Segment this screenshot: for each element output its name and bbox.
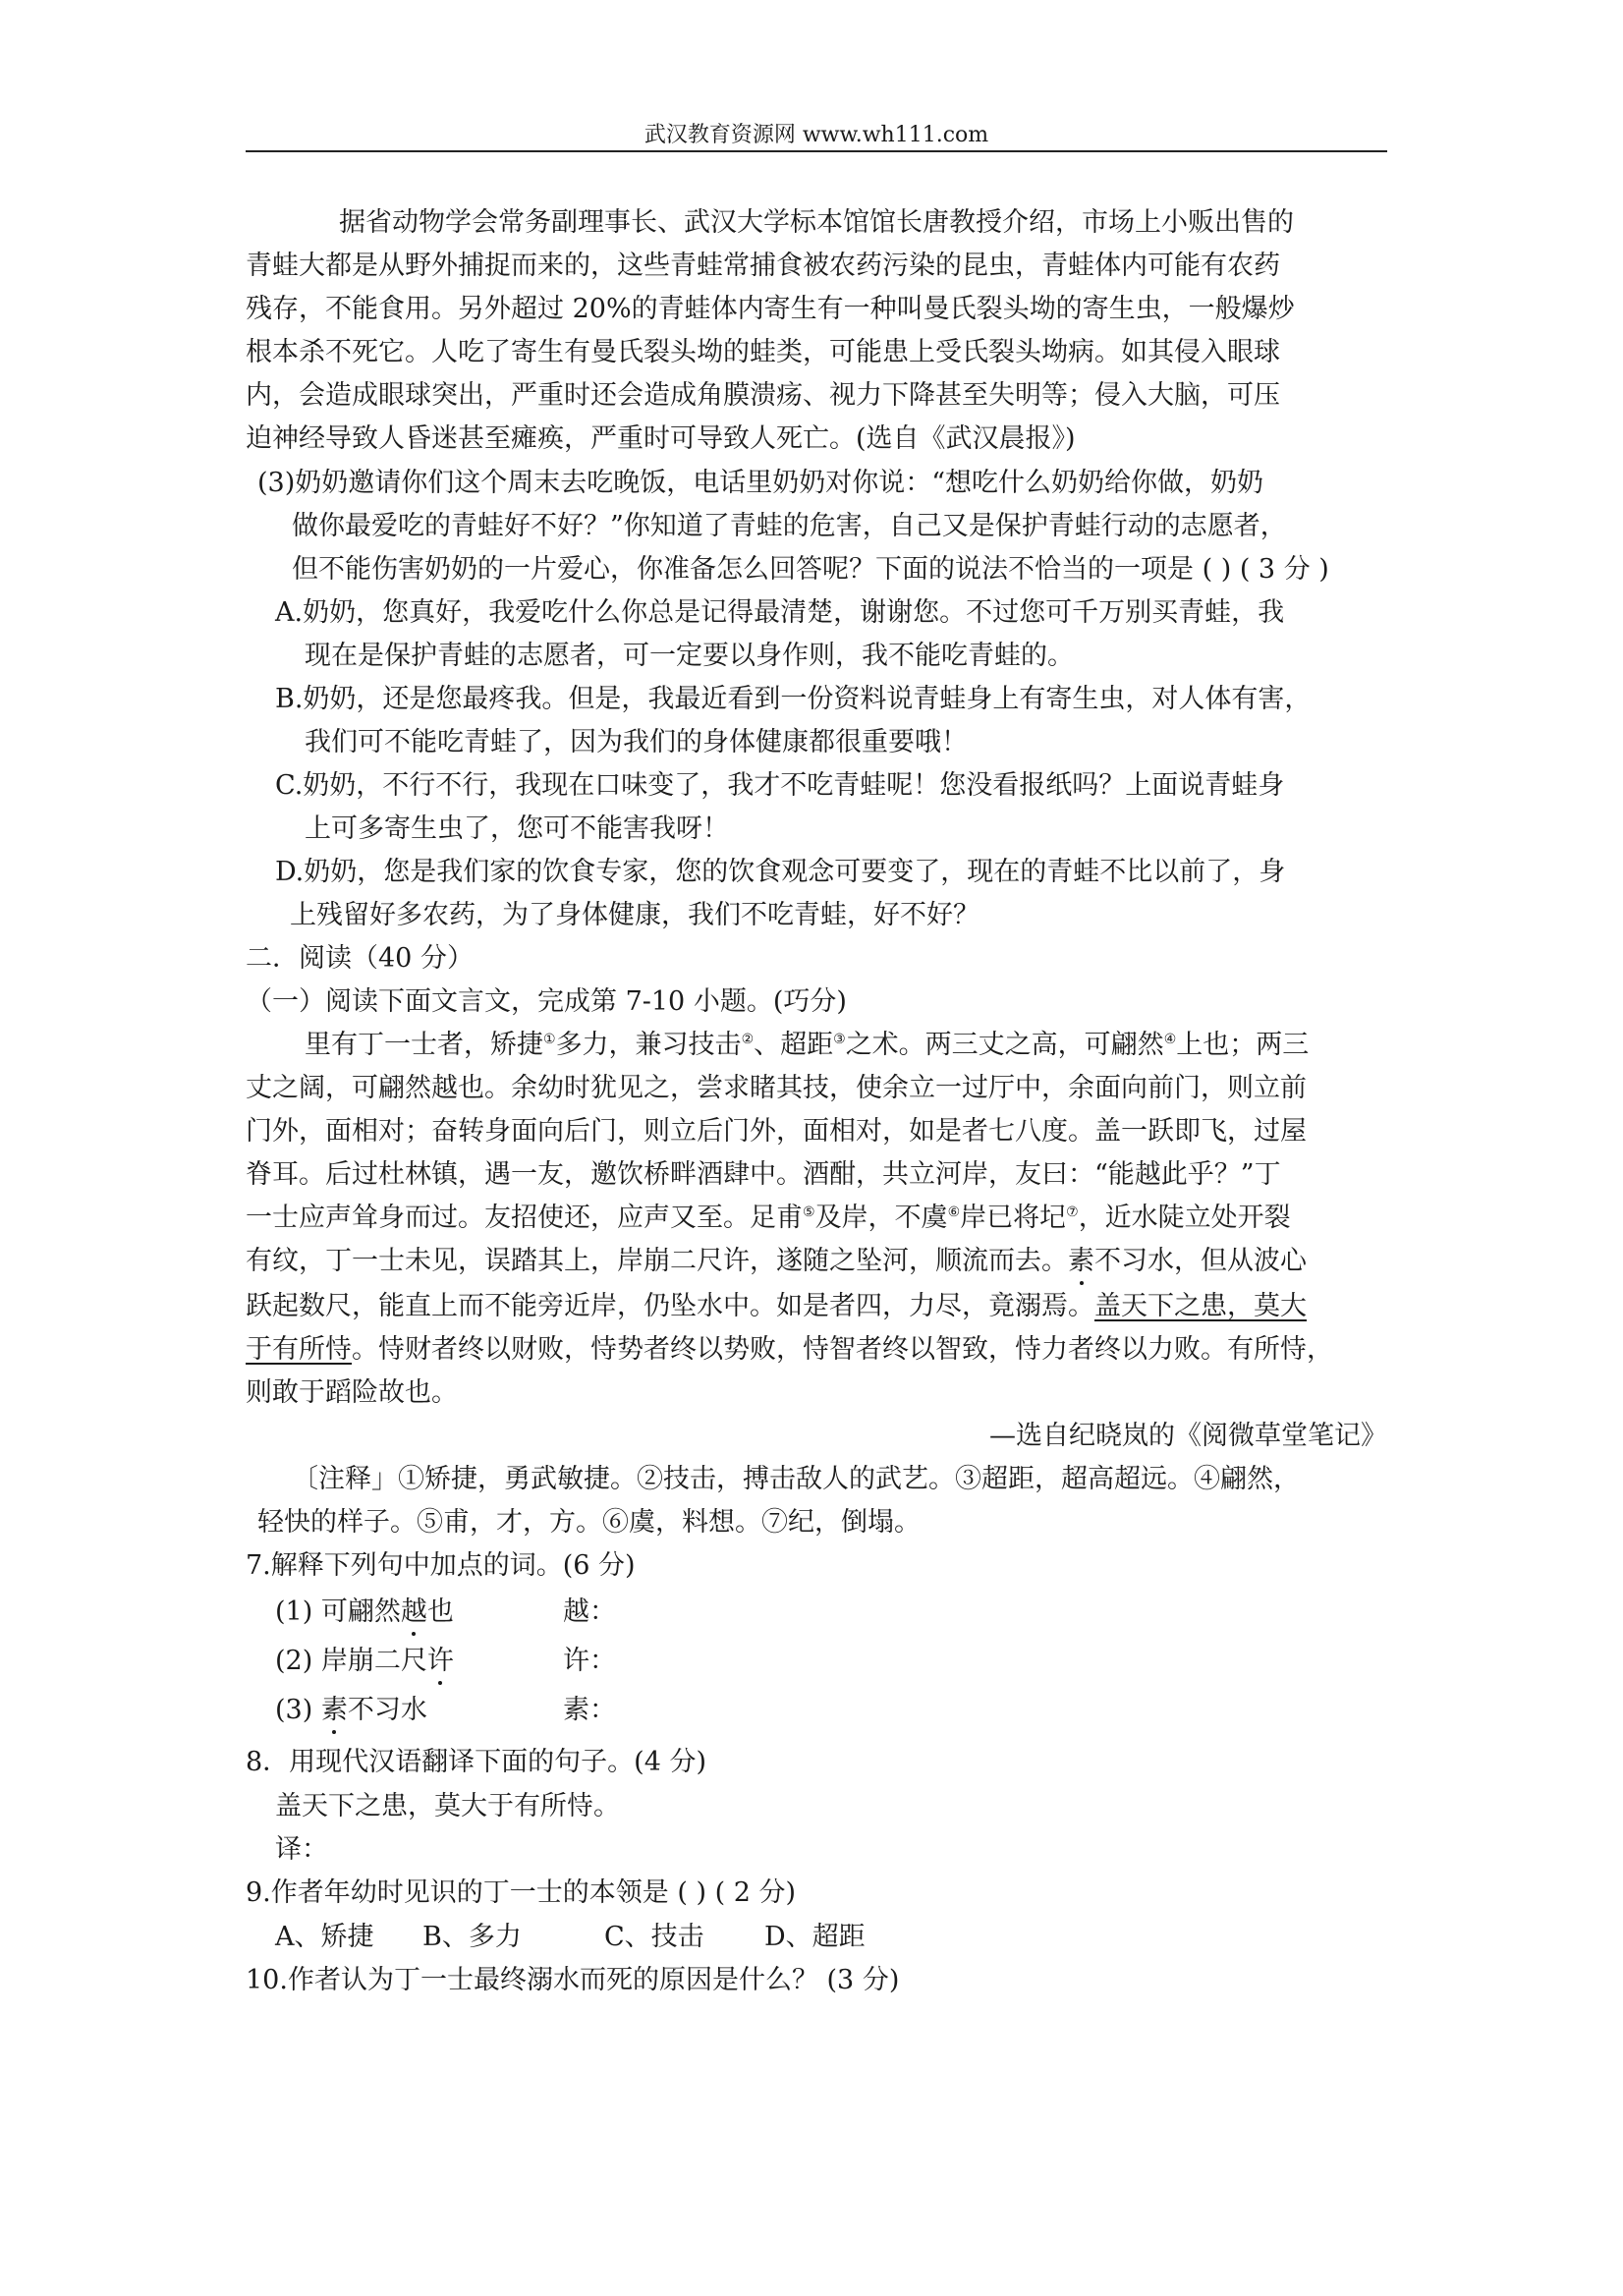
q3-option-a: A.奶奶，您真好，我爱吃什么你总是记得最清楚，谢谢您。不过您可千万别买青蛙，我 [275, 597, 1285, 628]
q3-option-c: C.奶奶，不行不行，我现在口味变了，我才不吃青蛙呢！您没看报纸吗？上面说青蛙身 [275, 770, 1285, 801]
q7-answer-label: 许： [563, 1646, 616, 1676]
footnote-ref: ⑥ [947, 1204, 961, 1220]
q7-answer-label: 素： [563, 1695, 616, 1725]
q3-stem-line: 但不能伤害奶奶的一片爱心，你准备怎么回答呢？下面的说法不恰当的一项是 ( ) ( 3 分 ) [292, 554, 1329, 585]
q3-option-b-cont: 我们可不能吃青蛙了，因为我们的身体健康都很重要哦！ [305, 727, 968, 757]
q3-stem-line: (3)奶奶邀请你们这个周末去吃晚饭，电话里奶奶对你说：“想吃什么奶奶给你做，奶奶 [257, 468, 1264, 498]
classical-line: 里有丁一士者，矫捷①多力，兼习技击②、超距③之术。两三丈之高，可翩然④上也；两三 [305, 1030, 1310, 1060]
classical-line: 跃起数尺，能直上而不能旁近岸，仍坠水中。如是者四，力尽，竟溺焉。盖天下之患，莫大 [246, 1291, 1307, 1321]
q9-option-c: C、技击 [604, 1922, 704, 1952]
q9-stem: 9.作者年幼时见识的丁一士的本领是 ( ) ( 2 分) [246, 1877, 796, 1908]
q7-item: (3) 素不习水 [275, 1695, 427, 1725]
q7-stem: 7.解释下列句中加点的词。(6 分) [246, 1550, 636, 1581]
passage-line: 青蛙大都是从野外捕捉而来的，这些青蛙常捕食被农药污染的昆虫，青蛙体内可能有农药 [246, 251, 1280, 281]
source-citation: —选自纪晓岚的《阅微草堂笔记》 [989, 1421, 1387, 1451]
q8-answer-label: 译： [275, 1834, 328, 1865]
classical-line: 则敢于蹈险故也。 [246, 1377, 458, 1408]
section-title: 二．阅读（40 分） [246, 943, 474, 974]
classical-line: 有纹，丁一士未见，误踏其上，岸崩二尺许，遂随之坠河，顺流而去。素不习水，但从波心 [246, 1246, 1307, 1276]
footnote-ref: ⑤ [803, 1204, 815, 1220]
q3-stem-line: 做你最爱吃的青蛙好不好？”你知道了青蛙的危害，自己又是保护青蛙行动的志愿者， [292, 511, 1287, 541]
q3-option-a-cont: 现在是保护青蛙的志愿者，可一定要以身作则，我不能吃青蛙的。 [305, 641, 1074, 671]
classical-line: 脊耳。后过杜林镇，遇一友，邀饮桥畔酒肆中。酒酣，共立河岸，友曰：“能越此乎？”丁 [246, 1159, 1281, 1190]
footnote-ref: ④ [1163, 1032, 1177, 1047]
passage-line: 据省动物学会常务副理事长、武汉大学标本馆馆长唐教授介绍，市场上小贩出售的 [339, 207, 1294, 238]
classical-line: 丈之阔，可翩然越也。余幼时犹见之，尝求睹其技，使余立一过厅中，余面向前门，则立前 [246, 1073, 1307, 1103]
q8-sentence: 盖天下之患，莫大于有所恃。 [275, 1791, 620, 1821]
notes-line: 〔注释」①矫捷，勇武敏捷。②技击，搏击敌人的武艺。③超距，超高超远。④翩然， [292, 1464, 1300, 1494]
q3-option-d-cont: 上残留好多农药，为了身体健康，我们不吃青蛙，好不好？ [290, 900, 979, 930]
site-header: 武汉教育资源网 www.wh111.com [644, 123, 989, 147]
passage-line: 残存，不能食用。另外超过 20%的青蛙体内寄生有一种叫曼氏裂头坳的寄生虫，一般爆炒 [246, 294, 1295, 324]
footnote-ref: ② [741, 1032, 755, 1047]
classical-line: 门外，面相对；奋转身面向后门，则立后门外，面相对，如是者七八度。盖一跃即飞，过屋 [246, 1116, 1307, 1147]
passage-line: 内，会造成眼球突出，严重时还会造成角膜溃疡、视力下降甚至失明等；侵入大脑，可压 [246, 380, 1280, 411]
dotted-char: 许 [426, 1646, 454, 1676]
q3-option-b: B.奶奶，还是您最疼我。但是，我最近看到一份资料说青蛙身上有寄生虫，对人体有害， [275, 684, 1312, 714]
footnote-ref: ③ [833, 1032, 846, 1047]
notes-line: 轻快的样子。⑤甫，才，方。⑥虞，料想。⑦纪，倒塌。 [257, 1507, 921, 1538]
footnote-ref: ⑦ [1066, 1204, 1079, 1220]
underlined-sentence: 盖天下之患，莫大 [1094, 1291, 1307, 1321]
classical-line: 于有所恃。恃财者终以财败，恃势者终以势败，恃智者终以智致，恃力者终以力败。有所恃， [246, 1334, 1333, 1365]
q10-stem: 10.作者认为丁一士最终溺水而死的原因是什么？ (3 分) [246, 1965, 900, 1995]
dotted-char: 素 [1068, 1246, 1094, 1276]
subsection-title: （一）阅读下面文言文，完成第 7-10 小题。(巧分) [246, 986, 847, 1017]
underlined-sentence: 于有所恃 [246, 1334, 352, 1365]
q7-answer-label: 越： [563, 1596, 616, 1627]
q7-item: (2) 岸崩二尺许 [275, 1646, 454, 1676]
q8-stem: 8．用现代汉语翻译下面的句子。(4 分) [246, 1747, 707, 1777]
q7-item: (1) 可翩然越也 [275, 1596, 454, 1627]
q3-option-d: D.奶奶，您是我们家的饮食专家，您的饮食观念可要变了，现在的青蛙不比以前了，身 [275, 857, 1286, 887]
dotted-char: 越 [400, 1596, 427, 1627]
passage-line: 迫神经导致人昏迷甚至瘫痪，严重时可导致人死亡。(选自《武汉晨报》) [246, 423, 1076, 454]
classical-line: 一士应声耸身而过。友招使还，应声又至。足甫⑤及岸，不虞⑥岸已将圮⑦，近水陡立处开裂 [246, 1203, 1291, 1233]
q3-option-c-cont: 上可多寄生虫了，您可不能害我呀！ [305, 813, 729, 844]
passage-line: 根本杀不死它。人吃了寄生有曼氏裂头坳的蛙类，可能患上受氏裂头坳病。如其侵入眼球 [246, 337, 1280, 367]
dotted-char: 素 [320, 1695, 348, 1725]
q9-option-a: A、矫捷 [275, 1922, 374, 1952]
q9-option-b: B、多力 [422, 1922, 522, 1952]
header-rule [246, 150, 1387, 152]
footnote-ref: ① [543, 1032, 556, 1047]
q9-option-d: D、超距 [764, 1922, 866, 1952]
